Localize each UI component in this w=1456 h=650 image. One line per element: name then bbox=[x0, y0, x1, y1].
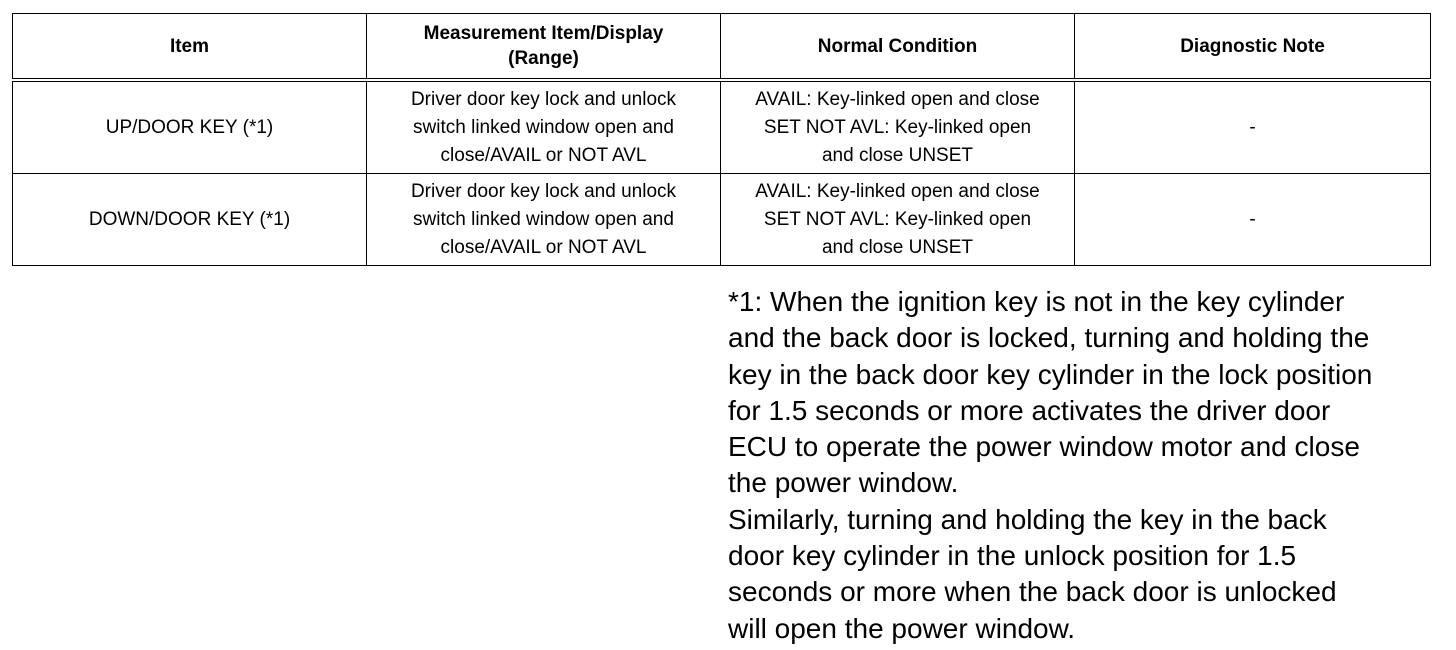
cell-measurement: Driver door key lock and unlock switch linked window open and close/AVAIL or NOT AVL bbox=[367, 174, 721, 266]
header-diagnostic-note: Diagnostic Note bbox=[1075, 14, 1431, 81]
header-measurement-item: Measurement Item/Display (Range) bbox=[367, 14, 721, 81]
table-header bbox=[13, 14, 1431, 81]
header-row bbox=[13, 14, 1431, 81]
header-item: Item bbox=[13, 14, 367, 81]
table-row bbox=[13, 80, 1431, 174]
header-normal-condition: Normal Condition bbox=[721, 14, 1075, 81]
cell-normal-condition: AVAIL: Key-linked open and close SET NOT AVL: Key-linked open and close UNSET bbox=[721, 174, 1075, 266]
cell-item: UP/DOOR KEY (*1) bbox=[13, 80, 367, 174]
cell-measurement: Driver door key lock and unlock switch linked window open and close/AVAIL or NOT AVL bbox=[367, 80, 721, 174]
cell-diagnostic-note: - bbox=[1075, 174, 1431, 266]
cell-normal-condition: AVAIL: Key-linked open and close SET NOT AVL: Key-linked open and close UNSET bbox=[721, 80, 1075, 174]
footnote bbox=[728, 284, 1440, 647]
cell-diagnostic-note: - bbox=[1075, 80, 1431, 174]
cell-item: DOWN/DOOR KEY (*1) bbox=[13, 174, 367, 266]
data-list-table bbox=[12, 13, 1431, 266]
table-row bbox=[13, 174, 1431, 266]
footnote-paragraph: *1: When the ignition key is not in the key cylinder and the back door is locked, turning and holding the key in the back door key cylinder in the lock position for 1.5 seconds or more activates the driver door ECU to operate the power window motor and close the power window. bbox=[728, 286, 1373, 499]
footnote-paragraph: Similarly, turning and holding the key in the back door key cylinder in the unlock position for 1.5 seconds or more when the back door is unlocked will open the power window. bbox=[728, 503, 1337, 644]
